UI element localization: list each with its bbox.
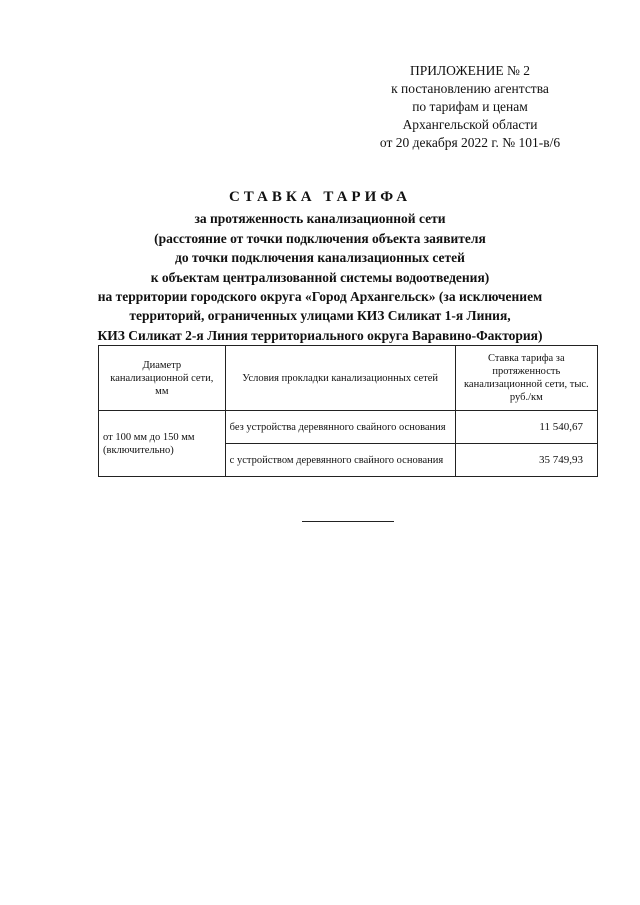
- heading-line: территорий, ограниченных улицами КИЗ Силикат 1-я Линия,: [129, 308, 511, 324]
- rate-cell: 35 749,93: [455, 444, 597, 477]
- rate-cell: 11 540,67: [455, 411, 597, 444]
- appendix-line: Архангельской области: [402, 117, 538, 132]
- header-rate: Ставка тарифа за протяженность канализационной сети, тыс. руб./км: [455, 346, 597, 411]
- end-divider: [302, 521, 394, 522]
- heading-line: КИЗ Силикат 2-я Линия территориального округа Варавино-Фактория): [97, 327, 543, 343]
- heading-line: к объектам централизованной системы водоотведения): [150, 269, 490, 285]
- header-diameter: Диаметр канализационной сети, мм: [99, 346, 226, 411]
- heading-line: (расстояние от точки подключения объекта заявителя: [154, 230, 486, 246]
- document-heading: [0, 188, 640, 345]
- table-row: [99, 411, 598, 444]
- appendix-title: ПРИЛОЖЕНИЕ № 2: [409, 63, 531, 78]
- tariff-table: [98, 345, 598, 477]
- condition-cell: без устройства деревянного свайного основания: [225, 411, 455, 444]
- diameter-cell: от 100 мм до 150 мм (включительно): [99, 411, 226, 477]
- appendix-line: к постановлению агентства: [391, 81, 549, 96]
- condition-cell: с устройством деревянного свайного основания: [225, 444, 455, 477]
- appendix-date-line: от 20 декабря 2022 г. № 101-в/6: [379, 135, 561, 150]
- header-conditions: Условия прокладки канализационных сетей: [225, 346, 455, 411]
- appendix-block: [350, 62, 590, 152]
- document-title: СТАВКА ТАРИФА: [228, 189, 412, 205]
- heading-line: до точки подключения канализационных сетей: [175, 250, 465, 266]
- table-header-row: [99, 346, 598, 411]
- heading-line: на территории городского округа «Город Архангельск» (за исключением: [97, 289, 543, 305]
- heading-line: за протяженность канализационной сети: [194, 211, 446, 227]
- appendix-line: по тарифам и ценам: [412, 99, 528, 114]
